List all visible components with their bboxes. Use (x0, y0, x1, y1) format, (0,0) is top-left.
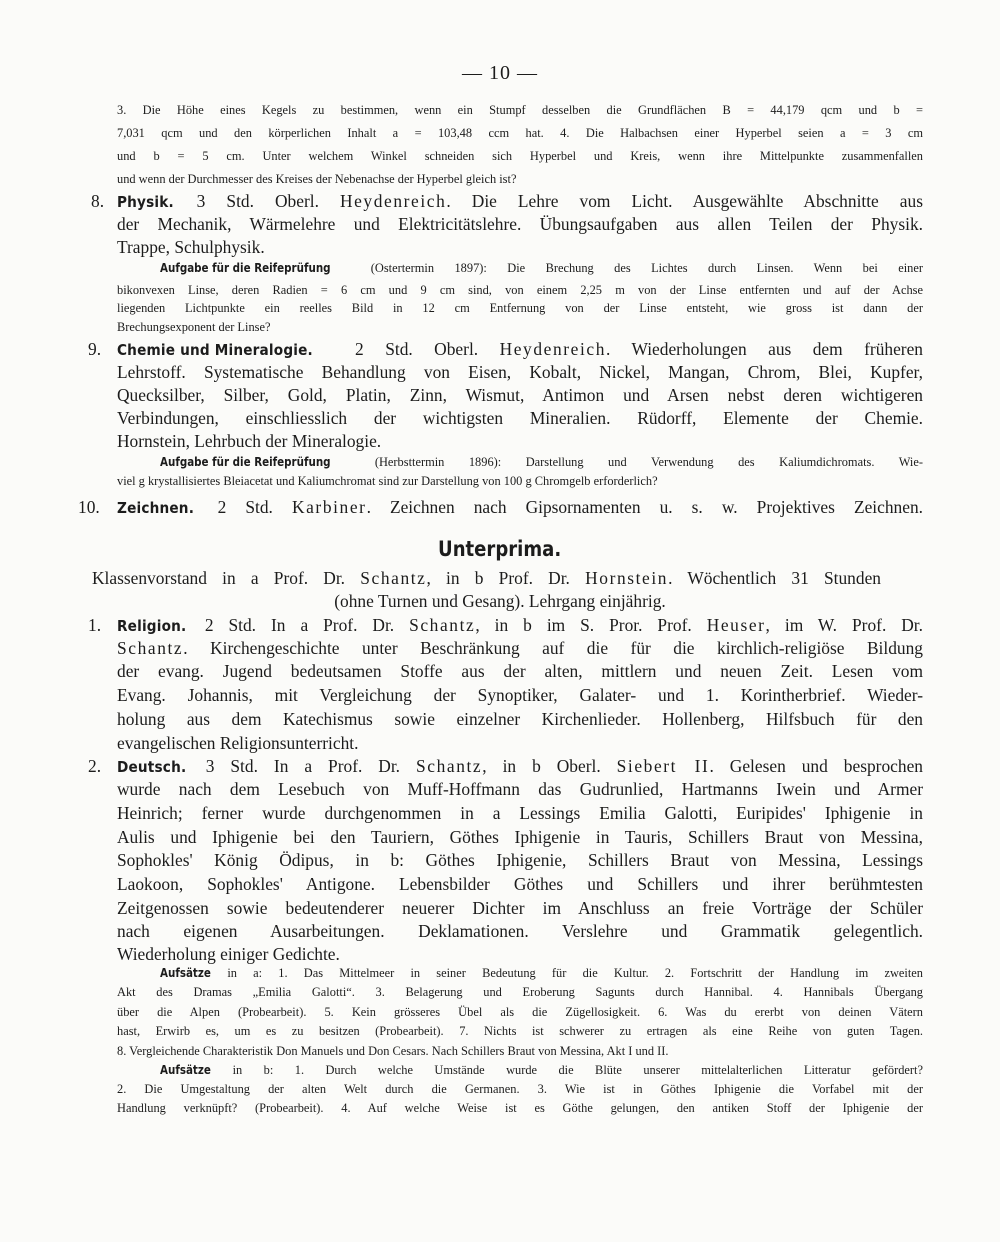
class-heading (0, 537, 1000, 561)
section-text: . Gelesen und besprochen (709, 756, 923, 776)
essays-line: Akt des Dramas „Emilia Galotti“. 3. Belagerung und Eroberung Sagunts durch Hannibal. 4. Hannibals Übergang (117, 985, 923, 999)
section-title: Physik. (117, 193, 174, 211)
essays-line: 8. Vergleichende Charakteristik Don Manuels und Don Cesars. Nach Schillers Braut von Messina, Akt I und II. (117, 1044, 669, 1058)
exam-label: Aufgabe für die Reifeprüfung (160, 455, 331, 469)
teacher-name: Schantz (360, 568, 427, 588)
section-title: Religion. (117, 617, 187, 635)
intro-text: , in b Prof. Dr. (426, 568, 586, 588)
section-line: Wiederholung einiger Gedichte. (117, 944, 340, 964)
exam-first-line (160, 261, 923, 276)
teacher-name: Siebert II (616, 756, 710, 776)
section-title: Deutsch. (117, 758, 187, 776)
essays-a-first-line (160, 966, 923, 981)
teacher-name: Schantz (117, 638, 184, 658)
class-intro-line: (ohne Turnen und Gesang). Lehrgang einjährig. (334, 591, 666, 611)
section-text: 2 Std. (198, 497, 292, 517)
section-text: . Kirchengeschichte unter Beschränkung auf die für die kirchlich-religiöse Bildung (183, 638, 923, 658)
section-line: Lehrstoff. Systematische Behandlung von Eisen, Kobalt, Nickel, Mangan, Chrom, Blei, Kupfer, (117, 362, 923, 382)
math-line: und b = 5 cm. Unter welchem Winkel schneiden sich Hyperbel und Kreis, wenn ihre Mittelpunkte zusammenfallen (117, 149, 923, 163)
section-text: 3 Std. Oberl. (175, 191, 340, 211)
exam-text: (Ostertermin 1897): Die Brechung des Lichtes durch Linsen. Wenn bei einer (350, 261, 923, 275)
intro-text: . Wöchentlich 31 Stunden (668, 568, 881, 588)
section-line: nach eigenen Ausarbeitungen. Deklamationen. Verslehre und Grammatik gelegentlich. (117, 921, 923, 941)
exam-line: liegenden Lichtpunkte ein reelles Bild in 12 cm Entfernung von der Linse entsteht, wie gross ist dann der (117, 301, 923, 315)
teacher-name: Karbiner (291, 497, 367, 517)
essays-label: Aufsätze (160, 966, 211, 980)
section-line: wurde nach dem Lesebuch von Muff-Hoffmann das Gudrunlied, Hartmanns Iwein und Armer (117, 779, 923, 799)
essays-line: Handlung verknüpft? (Probearbeit). 4. Auf welche Weise ist es Göthe gelungen, den antiken Stoff der Iphigenie der (117, 1101, 923, 1115)
section-text: 2 Std. Oberl. (333, 339, 500, 359)
exam-text: (Herbsttermin 1896): Darstellung und Verwendung des Kaliumdichromats. Wie- (350, 455, 923, 469)
teacher-name: Heydenreich (339, 191, 447, 211)
math-line: und wenn der Durchmesser des Kreises der Nebenachse der Hyperbel gleich ist? (117, 172, 517, 186)
section-number: 9. (88, 339, 102, 359)
exam-line: Brechungsexponent der Linse? (117, 320, 271, 334)
section-first-line (117, 339, 923, 360)
section-line: Aulis und Iphigenie bei den Tauriern, Göthes Iphigenie in Tauris, Schillers Braut von Messina, (117, 827, 923, 847)
section-first-line (117, 615, 923, 636)
class-intro-line (92, 568, 881, 589)
section-line: Sophokles' König Ödipus, in b: Göthes Iphigenie, Schillers Braut von Messina, Lessings (117, 850, 923, 870)
section-line: Heinrich; ferner wurde durchgenommen in a Lessings Emilia Galotti, Euripides' Iphigenie in (117, 803, 923, 823)
section-title: Zeichnen. (117, 499, 195, 517)
section-line: Trappe, Schulphysik. (117, 237, 265, 257)
teacher-name: Hornstein (585, 568, 669, 588)
exam-line: bikonvexen Linse, deren Radien = 6 cm und 9 cm sind, von einem 2,25 m von der Linse entfernten und auf der Achse (117, 283, 923, 297)
section-text: . Wiederholungen aus dem früheren (606, 339, 924, 359)
section-first-line (117, 191, 923, 212)
essays-text: in a: 1. Das Mittelmeer in seiner Bedeutung für die Kultur. 2. Fortschritt der Handlung im zweiten (211, 966, 923, 980)
section-text: 3 Std. In a Prof. Dr. (189, 756, 416, 776)
section-number: 8. (91, 191, 105, 211)
teacher-name: Heuser (706, 615, 766, 635)
section-text: , in b im S. Pror. Prof. (475, 615, 707, 635)
section-line: der Mechanik, Wärmelehre und Elektricitätslehre. Übungsaufgaben aus allen Teilen der Physik. (117, 214, 923, 234)
math-line: 3. Die Höhe eines Kegels zu bestimmen, wenn ein Stumpf desselben die Grundflächen B = 44,179 qcm und b = (117, 103, 923, 117)
section-line: Hornstein, Lehrbuch der Mineralogie. (117, 431, 382, 451)
section-line: Evang. Johannis, mit Vergleichung der Synoptiker, Galater- und 1. Korintherbrief. Wieder- (117, 685, 923, 705)
teacher-name: Heydenreich (499, 339, 607, 359)
section-line: Zeitgenossen sowie bedeutenderer neuerer Dichter im Anschluss an freie Vorträge der Schüler (117, 898, 923, 918)
essays-line: hast, Erwirb es, um es zu besitzen (Probearbeit). 7. Nichts ist schwerer zu ertragen als eine Reihe von guten Tagen. (117, 1024, 923, 1038)
section-number: 2. (88, 756, 102, 776)
section-line: Laokoon, Sophokles' Antigone. Lebensbilder Göthes und Schillers und ihrer berühmtesten (117, 874, 923, 894)
section-first-line (117, 756, 923, 777)
section-text: . Die Lehre vom Licht. Ausgewählte Abschnitte aus (446, 191, 923, 211)
section-line: Verbindungen, einschliesslich der wichtigsten Mineralien. Rüdorff, Elemente der Chemie. (117, 408, 923, 428)
essays-label: Aufsätze (160, 1063, 211, 1077)
class-heading-text: Unterprima. (438, 537, 562, 561)
section-text: , im W. Prof. Dr. (765, 615, 923, 635)
section-text: . Zeichnen nach Gipsornamenten u. s. w. Projektives Zeichnen. (366, 497, 923, 517)
exam-line: viel g krystallisiertes Bleiacetat und Kaliumchromat sind zur Darstellung von 100 g Chromgelb erforderlich? (117, 474, 658, 488)
section-line (117, 638, 923, 659)
math-line: 7,031 qcm und den körperlichen Inhalt a = 103,48 ccm hat. 4. Die Halbachsen einer Hyperbel seien a = 3 cm (117, 126, 923, 140)
page-number: — 10 — (462, 62, 538, 84)
section-line: der evang. Jugend bedeutsamen Stoffe aus der alten, mittlern und neuen Zeit. Lesen vom (117, 661, 923, 681)
teacher-name: Schantz (409, 615, 476, 635)
section-line: holung aus dem Katechismus sowie einzelner Kirchenlieder. Hollenberg, Hilfsbuch für den (117, 709, 923, 729)
section-text: , in b Oberl. (482, 756, 617, 776)
section-title: Chemie und Mineralogie. (117, 341, 313, 359)
essays-text: in b: 1. Durch welche Umstände wurde die Blüte unserer mittelalterlichen Litteratur gefördert? (211, 1063, 923, 1077)
exam-label: Aufgabe für die Reifeprüfung (160, 261, 331, 275)
section-number: 1. (88, 615, 102, 635)
teacher-name: Schantz (416, 756, 483, 776)
essays-line: über die Alpen (Probearbeit). 5. Kein grösseres Übel als die Zügellosigkeit. 6. Was du ererbt von deinen Vätern (117, 1005, 923, 1019)
section-line: evangelischen Religionsunterricht. (117, 733, 359, 753)
essays-line: 2. Die Umgestaltung der alten Welt durch die Germanen. 3. Wie ist in Göthes Iphigenie die Vorfabel mit der (117, 1082, 923, 1096)
section-first-line (117, 497, 923, 518)
section-text: 2 Std. In a Prof. Dr. (189, 615, 410, 635)
essays-b-first-line (160, 1063, 923, 1078)
intro-text: Klassenvorstand in a Prof. Dr. (92, 568, 361, 588)
section-line: Quecksilber, Silber, Gold, Platin, Zinn, Wismut, Antimon und Arsen nebst deren wichtigeren (117, 385, 923, 405)
section-number: 10. (78, 497, 100, 517)
exam-first-line (160, 455, 923, 470)
